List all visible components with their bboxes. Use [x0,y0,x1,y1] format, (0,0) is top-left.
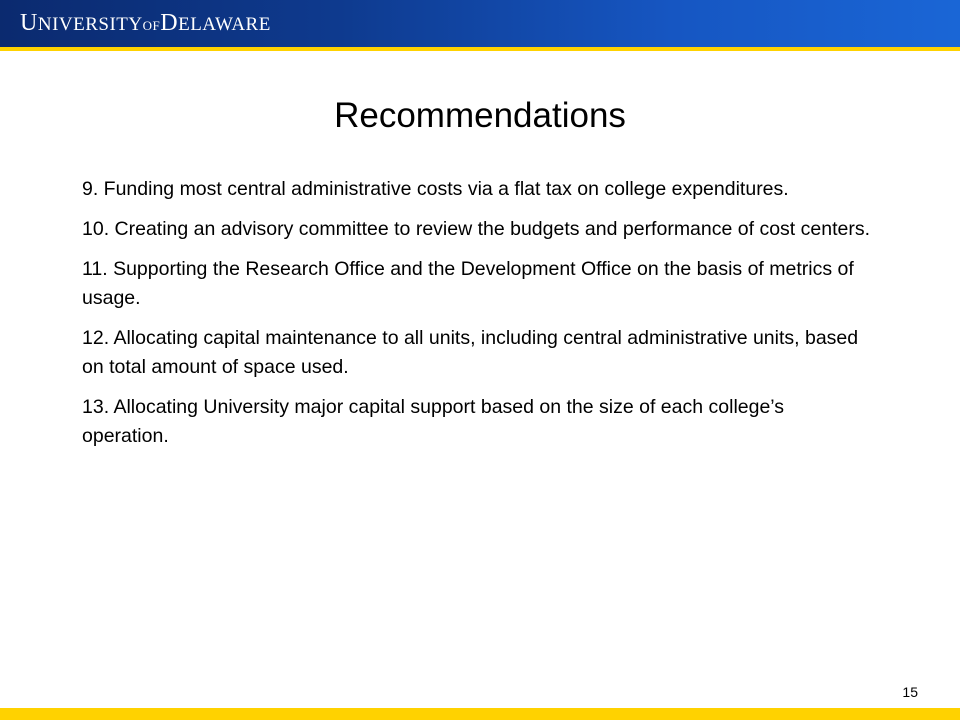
header-accent-stripe [0,47,960,51]
page-number: 15 [902,684,918,700]
footer-accent-stripe [0,708,960,720]
recommendation-list [82,175,872,462]
recommendation-item: 13. Allocating University major capital support based on the size of each college’s operation. [82,396,785,447]
recommendation-item: 10. Creating an advisory committee to review the budgets and performance of cost centers. [82,218,870,240]
header-bar [0,0,960,47]
recommendation-item: 9. Funding most central administrative costs via a flat tax on college expenditures. [82,178,789,200]
university-logo: UNIVERSITYOFDELAWARE [20,10,271,36]
recommendation-item: 11. Supporting the Research Office and the Development Office on the basis of metrics of usage. [82,258,854,309]
slide-title: Recommendations [334,96,626,135]
recommendation-item: 12. Allocating capital maintenance to all units, including central administrative units, based on total amount of space used. [82,327,859,378]
